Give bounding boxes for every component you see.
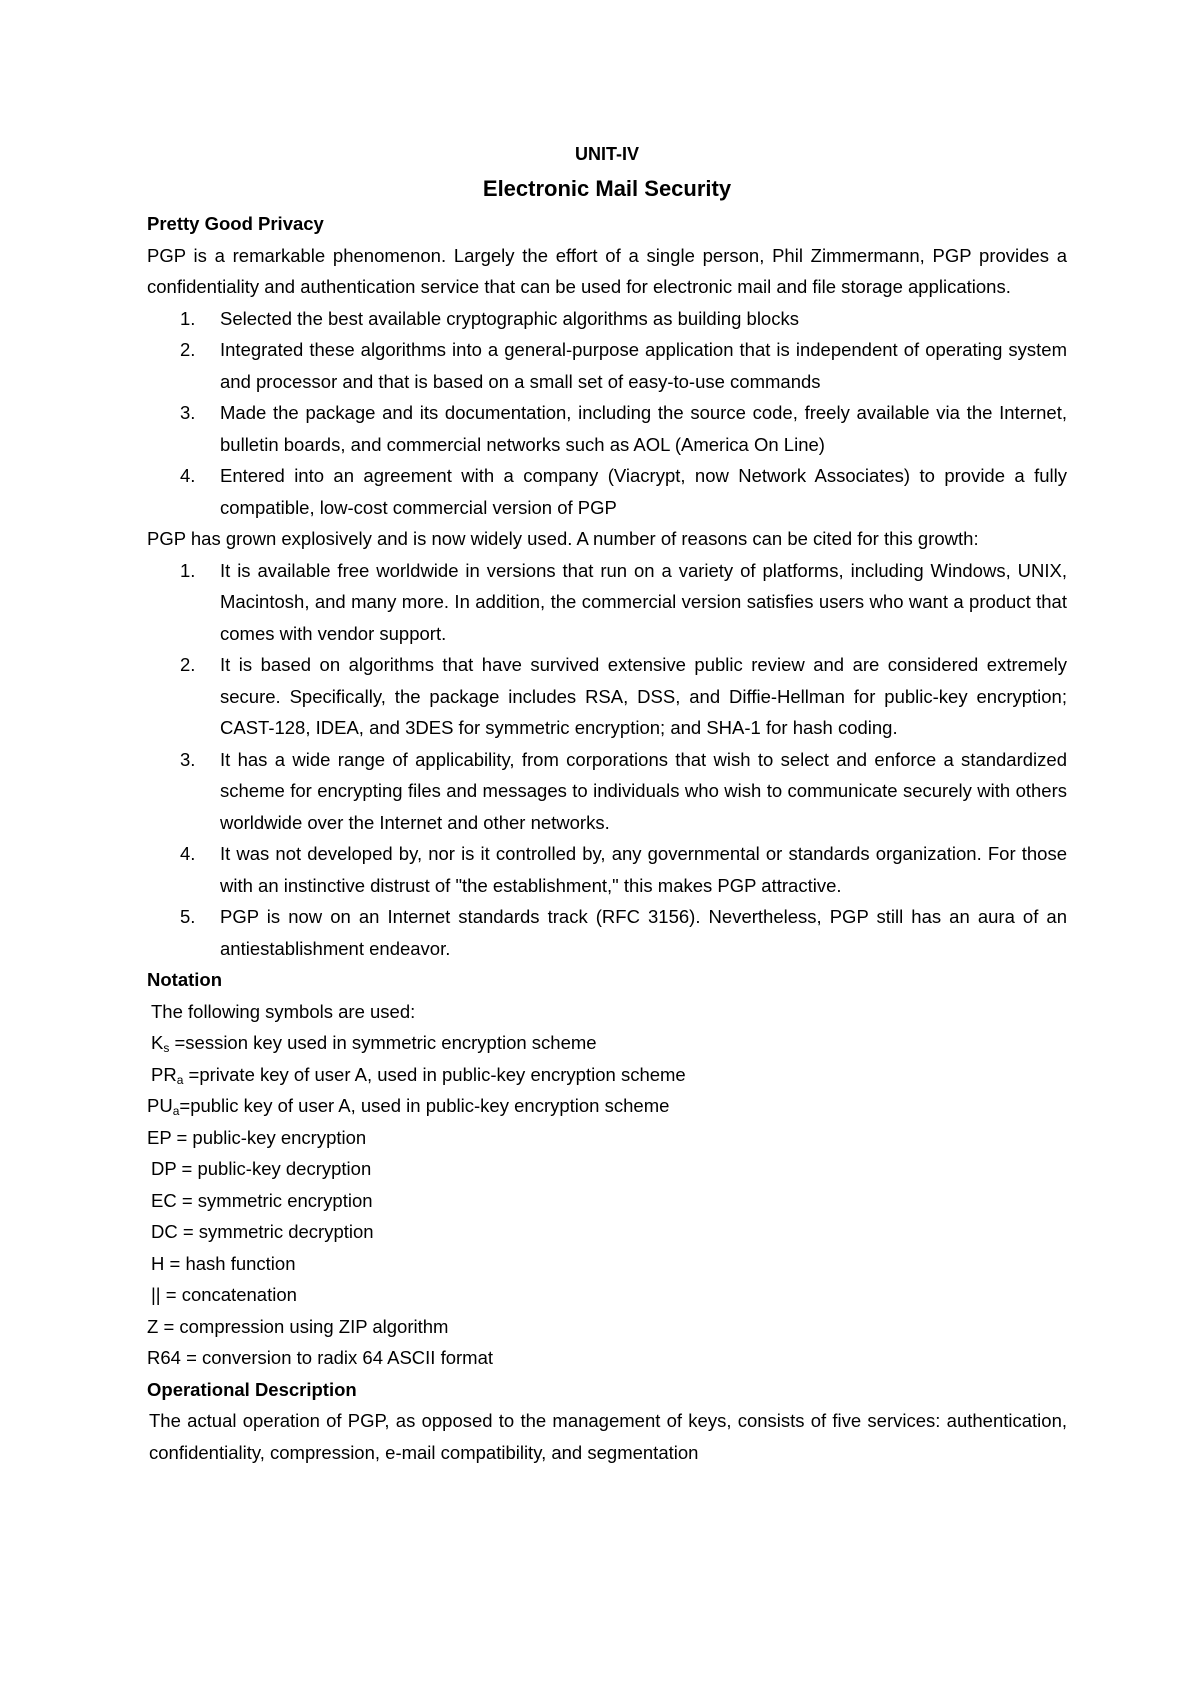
operational-heading: Operational Description [147, 1378, 357, 1400]
list-number: 5. [180, 906, 196, 927]
notation-item-pra [147, 1059, 1067, 1091]
growth-reasons-list [147, 555, 1067, 965]
notation-item-ep: EP = public-key encryption [147, 1126, 367, 1148]
pgp-steps-list [147, 303, 1067, 524]
notation-item-dc: DC = symmetric decryption [151, 1221, 374, 1242]
document-page [147, 142, 1067, 1468]
notation-heading: Notation [147, 969, 223, 990]
list-number: 3. [180, 748, 196, 770]
list-number: 1. [180, 307, 196, 329]
list-item-text: It was not developed by, nor is it controlled by, any governmental or standards organization. For those with an instinctive distrust of "the establishment," this makes PGP attractive. [220, 843, 1067, 896]
document-title: Electronic Mail Security [482, 176, 732, 201]
notation-item-dp: DP = public-key decryption [151, 1158, 372, 1179]
list-item [147, 555, 1067, 650]
notation-list [147, 996, 1067, 1374]
list-number: 2. [180, 339, 196, 360]
operational-paragraph: The actual operation of PGP, as opposed to the management of keys, consists of five services: authentication, confidentiality, compression, e-mail compatibility, and segmentation [149, 1410, 1067, 1463]
list-item-text: PGP is now on an Internet standards track (RFC 3156). Nevertheless, PGP still has an aura of an antiestablishment endeavor. [220, 906, 1067, 959]
list-number: 3. [180, 402, 196, 423]
list-item-text: It is available free worldwide in versions that run on a variety of platforms, including Windows, UNIX, Macintosh, and many more. In addition, the commercial version satisfies users who want a product that comes with vendor support. [220, 559, 1067, 644]
list-item [147, 901, 1067, 964]
notation-item-concat: || = concatenation [151, 1284, 297, 1305]
list-number: 4. [180, 843, 196, 864]
pgp-heading: Pretty Good Privacy [147, 213, 324, 234]
list-item-text: It is based on algorithms that have survived extensive public review and are considered extremely secure. Specifically, the package includes RSA, DSS, and Diffie-Hellman for public-key encryption; CAST-128, IDEA, and 3DES for symmetric encryption; and SHA-1 for hash coding. [220, 654, 1067, 738]
list-item [147, 397, 1067, 460]
notation-subscript: s [163, 1041, 170, 1055]
notation-item-pua [147, 1090, 1067, 1122]
notation-definition: =private key of user A, used in public-key encryption scheme [183, 1063, 686, 1085]
pgp-intro-paragraph: PGP is a remarkable phenomenon. Largely the effort of a single person, Phil Zimmermann, PGP provides a confidentiality and authentication service that can be used for electronic mail and file storage applications. [147, 244, 1067, 297]
list-item [147, 303, 1067, 335]
list-item [147, 744, 1067, 839]
notation-subscript: a [176, 1072, 184, 1087]
list-item [147, 334, 1067, 397]
notation-symbol: PR [151, 1063, 177, 1085]
list-number: 1. [180, 559, 196, 581]
list-item [147, 838, 1067, 901]
list-item-text: It has a wide range of applicability, from corporations that wish to select and enforce a standardized scheme for encrypting files and messages to individuals who wish to communicate securely with others worldwide over the Internet and other networks. [220, 748, 1067, 833]
notation-item-ks [147, 1027, 1067, 1059]
notation-item-r64: R64 = conversion to radix 64 ASCII format [147, 1347, 494, 1368]
notation-item-ec: EC = symmetric encryption [151, 1189, 373, 1211]
notation-subscript: a [172, 1104, 180, 1118]
list-number: 2. [180, 654, 196, 675]
list-item [147, 460, 1067, 523]
growth-paragraph: PGP has grown explosively and is now widely used. A number of reasons can be cited for this growth: [147, 528, 979, 549]
list-item-text: Selected the best available cryptographic algorithms as building blocks [220, 307, 799, 329]
notation-symbol: K [151, 1032, 164, 1053]
list-item-text: Entered into an agreement with a company (Viacrypt, now Network Associates) to provide a fully compatible, low-cost commercial version of PGP [220, 465, 1067, 518]
list-item [147, 649, 1067, 744]
list-number: 4. [180, 465, 196, 486]
list-item-text: Integrated these algorithms into a general-purpose application that is independent of operating system and processor and that is based on a small set of easy-to-use commands [220, 339, 1067, 392]
notation-intro: The following symbols are used: [151, 1000, 416, 1022]
unit-label: UNIT-IV [574, 144, 639, 164]
notation-item-h: H = hash function [151, 1252, 296, 1274]
notation-symbol: PU [147, 1095, 173, 1116]
notation-definition: =session key used in symmetric encryption scheme [169, 1032, 597, 1053]
notation-definition: =public key of user A, used in public-key encryption scheme [179, 1095, 670, 1116]
notation-item-z: Z = compression using ZIP algorithm [147, 1315, 449, 1337]
list-item-text: Made the package and its documentation, including the source code, freely available via the Internet, bulletin boards, and commercial networks such as AOL (America On Line) [220, 402, 1067, 455]
